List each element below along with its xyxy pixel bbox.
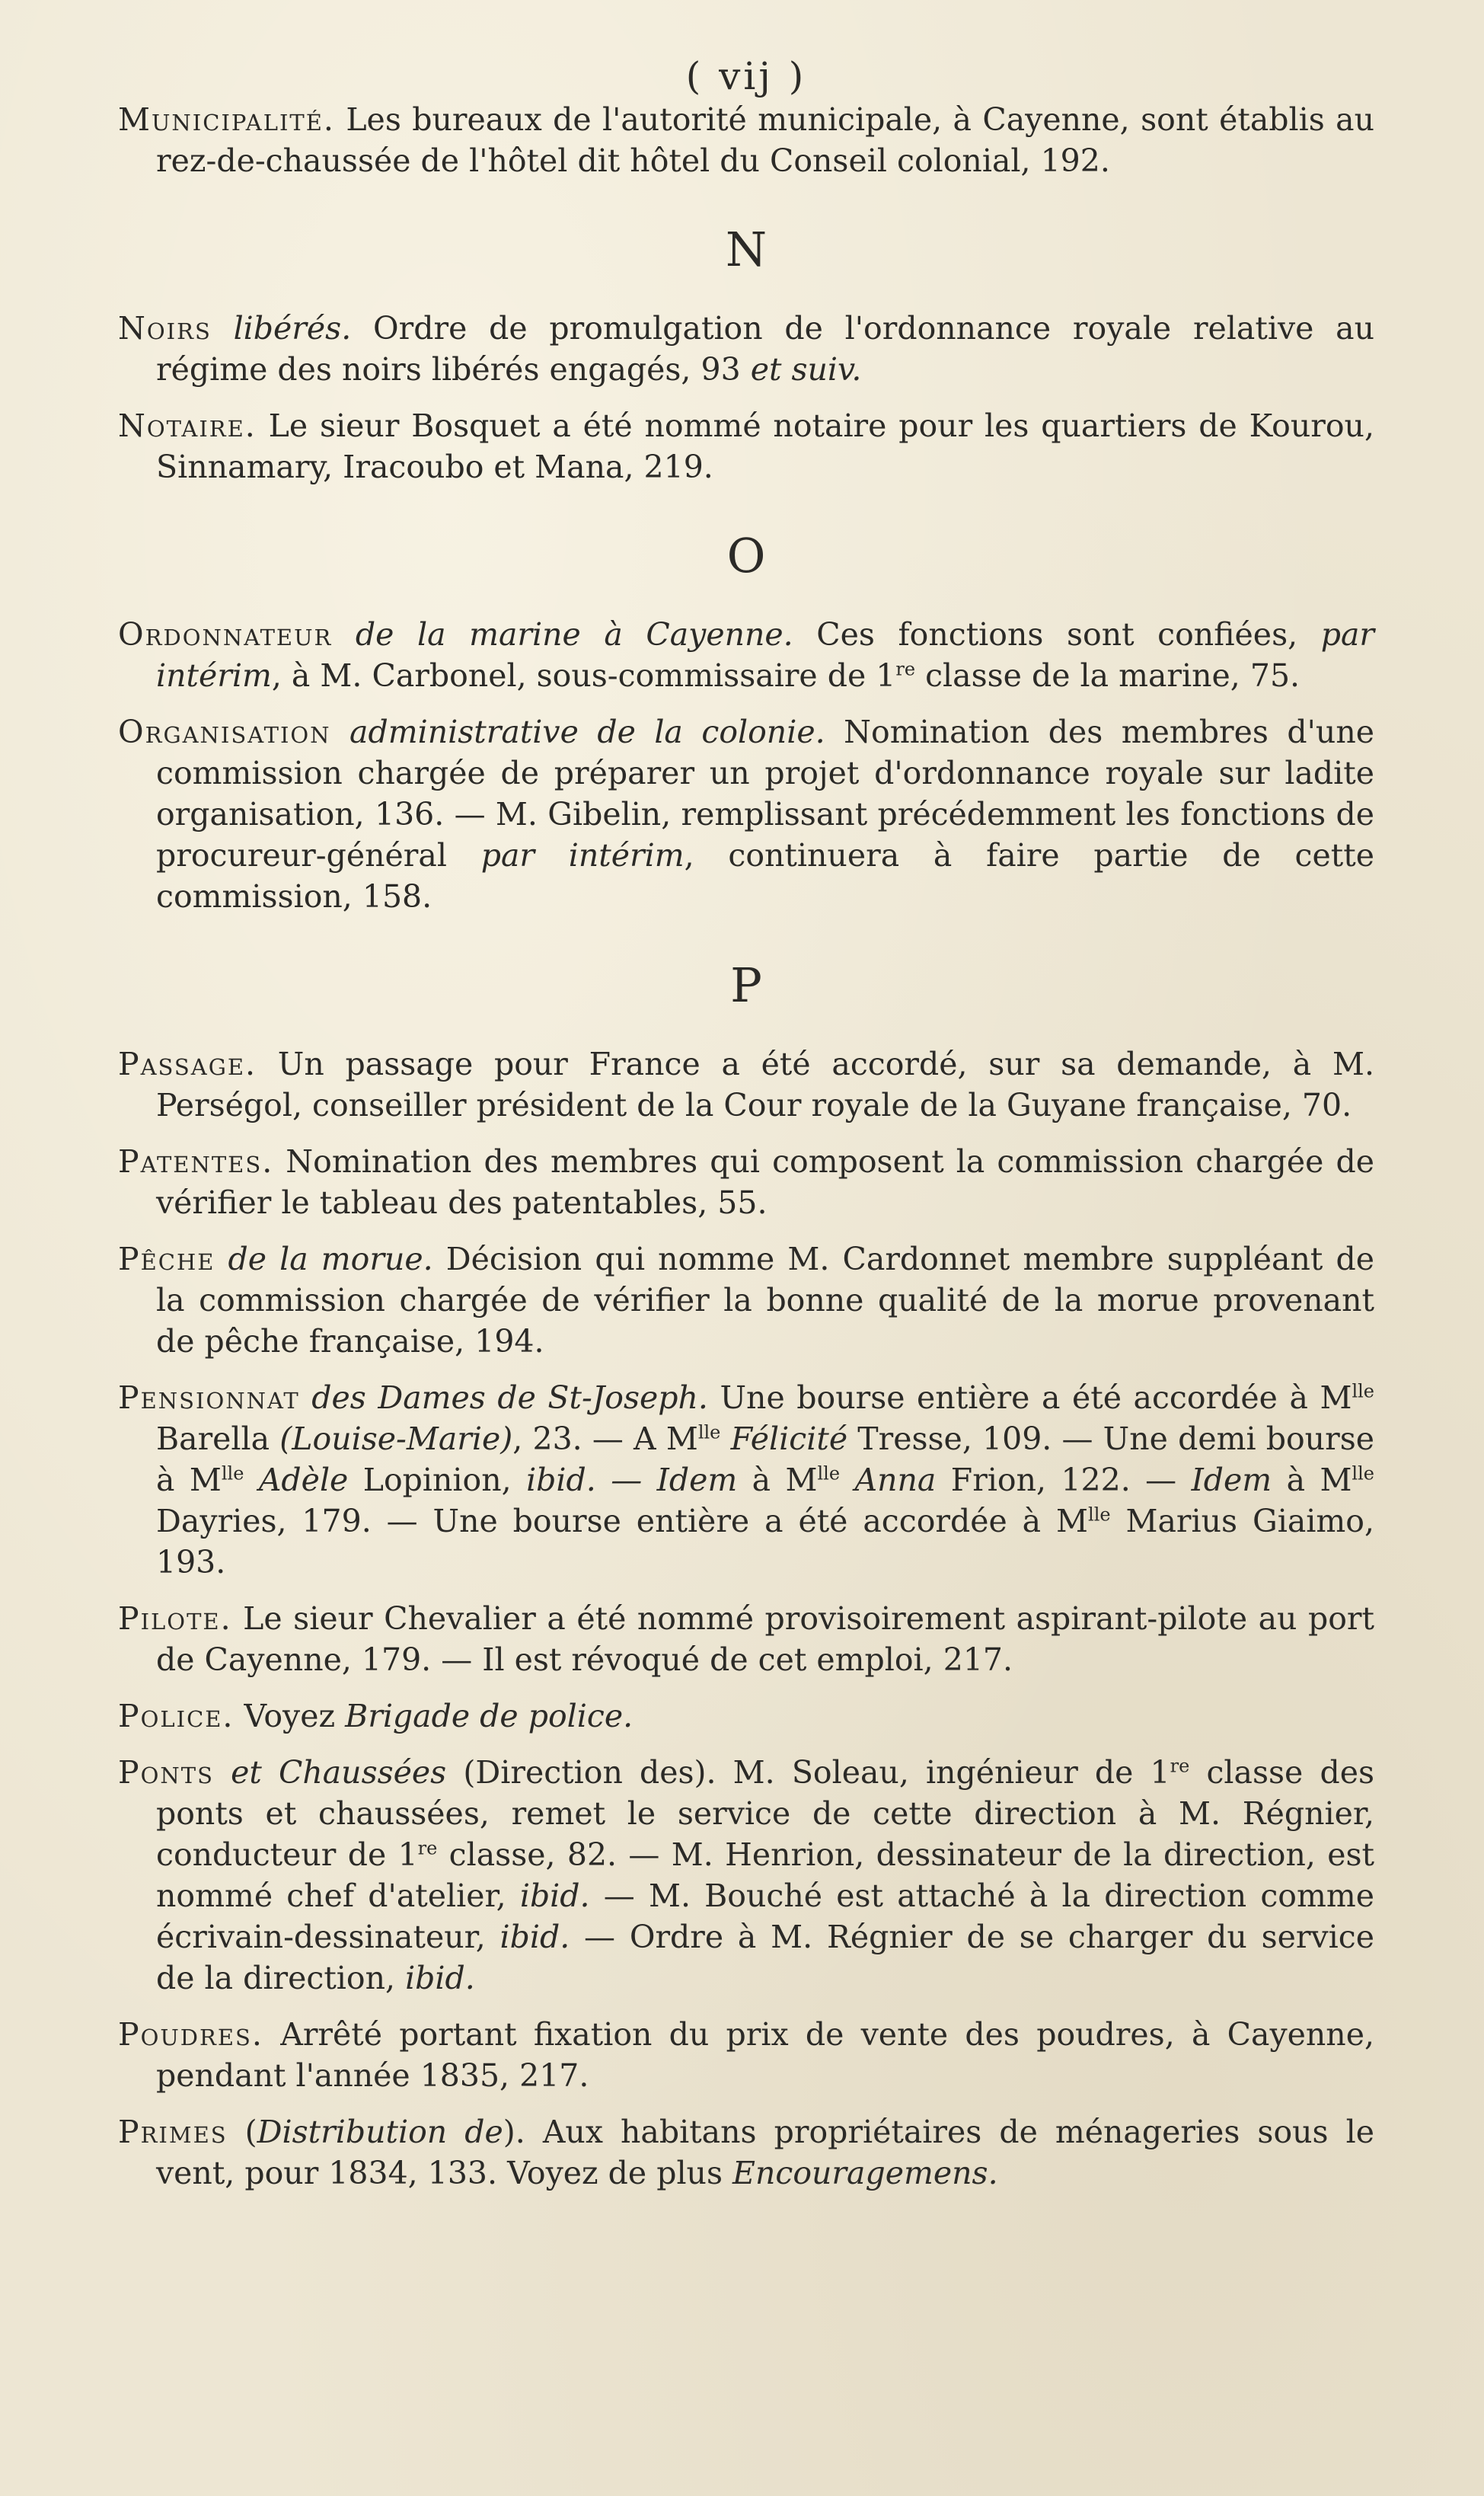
- entry-italic: libérés.: [211, 310, 352, 347]
- entry-text: Frion, 122. —: [936, 1462, 1192, 1498]
- entry-head: Passage.: [118, 1046, 257, 1082]
- entry-poudres: [118, 2014, 1374, 2096]
- entry-text: ). Aux habitans propriétaires de ménageries sous le vent, pour 1834, 133. Voyez de plus: [156, 2114, 1375, 2191]
- entry-text: Lopinion,: [348, 1462, 527, 1498]
- entry-text: Le sieur Bosquet a été nommé notaire pour les quartiers de Kourou, Sinnamary, Iracoubo et Mana, 219.: [156, 407, 1374, 485]
- entry-italic: Anna: [854, 1462, 937, 1498]
- entry-text: — M. Bouché est attaché à la direction comme écrivain-dessinateur,: [156, 1878, 1374, 1955]
- entry-pensionnat: [118, 1377, 1374, 1583]
- entry-ordonnateur: [118, 614, 1374, 696]
- entry-head: Primes: [118, 2114, 228, 2150]
- superscript: re: [417, 1837, 438, 1859]
- superscript: lle: [221, 1462, 244, 1484]
- entry-italic: de la morue.: [215, 1241, 433, 1277]
- entry-text: [720, 1421, 730, 1457]
- entry-text: Une bourse entière a été accordée à M: [707, 1379, 1352, 1416]
- entry-text: à M: [737, 1462, 818, 1498]
- entry-italic: ibid.: [499, 1919, 570, 1955]
- entry-italic: Idem: [1191, 1462, 1272, 1498]
- entry-text: , 23. — A M: [512, 1421, 698, 1457]
- entry-peche: [118, 1238, 1374, 1362]
- entry-head: Noirs: [118, 310, 212, 347]
- entry-text: Dayries, 179. — Une bourse entière a été accordée à M: [156, 1503, 1089, 1539]
- entry-police: [118, 1695, 1374, 1737]
- entry-text: Marius Giaimo, 193.: [156, 1503, 1374, 1580]
- entry-head: Police.: [118, 1698, 235, 1734]
- page-content: [118, 53, 1374, 2209]
- section-letter-n: N: [725, 222, 768, 277]
- entry-text: Les bureaux de l'autorité municipale, à Cayenne, sont établis au rez-de-chaussée de l'hôtel dit hôtel du Conseil colonial, 192.: [156, 101, 1374, 179]
- entry-passage: [118, 1043, 1374, 1126]
- entry-italic: ibid. — Idem: [526, 1462, 738, 1498]
- entry-italic: Adèle: [258, 1462, 349, 1498]
- entry-text: — Ordre à M. Régnier de se charger du service de la direction,: [156, 1919, 1374, 1996]
- entry-text: classe de la marine, 75.: [915, 657, 1300, 694]
- entry-italic: Brigade de police.: [345, 1698, 633, 1734]
- entry-head: Pensionnat: [118, 1379, 300, 1416]
- entry-head: Ponts: [118, 1754, 214, 1791]
- entry-italic: des Dames de St-Joseph.: [299, 1379, 708, 1416]
- entry-text: Tresse, 109. — Une demi bourse à M: [156, 1421, 1374, 1498]
- entry-text: (Direction des). M. Soleau, ingénieur de 1: [446, 1754, 1170, 1791]
- entry-text: [840, 1462, 854, 1498]
- entry-notaire: [118, 405, 1374, 487]
- entry-text: classe, 82. — M. Henrion, dessinateur de la direction, est nommé chef d'atelier,: [156, 1836, 1374, 1914]
- entry-text: Le sieur Chevalier a été nommé provisoirement aspirant-pilote au port de Cayenne, 179. — Il est révoqué de cet emploi, 217.: [156, 1600, 1374, 1678]
- superscript: lle: [1088, 1504, 1111, 1526]
- entry-italic: Distribution de: [257, 2114, 503, 2150]
- entry-italic: par intérim: [156, 616, 1374, 694]
- entry-italic: Encouragemens.: [732, 2155, 998, 2191]
- entry-italic: administrative de la colonie.: [330, 714, 825, 750]
- entry-ponts: [118, 1752, 1374, 1999]
- entry-text: Nomination des membres d'une commission chargée de préparer un projet d'ordonnance royale sur ladite organisation, 136. — M. Gibelin, remplissant précédemment les fonctions de procureur-général: [156, 714, 1374, 874]
- entry-text: , continuera à faire partie de cette commission, 158.: [156, 837, 1374, 915]
- entry-primes: [118, 2111, 1374, 2194]
- entry-municipalite: [118, 99, 1374, 181]
- entry-head: Pilote.: [118, 1600, 232, 1637]
- entry-head: Organisation: [118, 714, 331, 750]
- page-number: ( vij ): [685, 54, 807, 98]
- entry-pilote: [118, 1598, 1374, 1680]
- entry-italic: Félicité: [730, 1421, 848, 1457]
- entry-italic: ibid.: [519, 1878, 590, 1914]
- entry-text: Voyez: [234, 1698, 346, 1734]
- entry-head: Municipalité.: [118, 101, 335, 138]
- entry-text: [244, 1462, 258, 1498]
- entry-head: Pêche: [118, 1241, 215, 1277]
- superscript: lle: [1352, 1462, 1374, 1484]
- entry-patentes: [118, 1141, 1374, 1223]
- entry-text: classe des ponts et chaussées, remet le service de cette direction à M. Régnier, conducteur de 1: [156, 1754, 1374, 1873]
- entry-italic: (Louise-Marie): [279, 1421, 513, 1457]
- entry-italic: et Chaussées: [213, 1754, 447, 1791]
- entry-italic: de la marine à Cayenne.: [332, 616, 793, 653]
- superscript: lle: [1352, 1380, 1375, 1402]
- entry-head: Patentes.: [118, 1143, 274, 1180]
- entry-italic: ibid.: [405, 1960, 475, 1996]
- entry-text: Décision qui nomme M. Cardonnet membre suppléant de la commission chargée de vérifier la bonne qualité de la morue provenant de pêche française, 194.: [156, 1241, 1374, 1360]
- entry-text: à M: [1272, 1462, 1352, 1498]
- entry-text: Barella: [156, 1421, 280, 1457]
- section-letter-o: O: [726, 528, 766, 583]
- entry-text: Un passage pour France a été accordé, sur sa demande, à M. Perségol, conseiller président de la Cour royale de la Guyane française, 70.: [156, 1046, 1374, 1123]
- superscript: re: [895, 658, 916, 680]
- entry-text: Nomination des membres qui composent la commission chargée de vérifier le tableau des patentables, 55.: [156, 1143, 1374, 1221]
- entry-head: Ordonnateur: [118, 616, 333, 653]
- entry-italic: par intérim: [480, 837, 685, 874]
- entry-text: (: [227, 2114, 257, 2150]
- superscript: re: [1170, 1755, 1190, 1777]
- entry-text: , à M. Carbonel, sous-commissaire de 1: [271, 657, 896, 694]
- entry-organisation: [118, 711, 1374, 917]
- entry-text: Ces fonctions sont confiées,: [793, 616, 1321, 653]
- entry-text: Arrêté portant fixation du prix de vente des poudres, à Cayenne, pendant l'année 1835, 217.: [156, 2016, 1374, 2094]
- entry-head: Poudres.: [118, 2016, 263, 2053]
- superscript: lle: [817, 1462, 841, 1484]
- entry-text: Ordre de promulgation de l'ordonnance royale relative au régime des noirs libérés engagés, 93: [156, 310, 1374, 388]
- entry-noirs: [118, 308, 1374, 390]
- entry-italic-tail: et suiv.: [750, 351, 862, 388]
- superscript: lle: [697, 1421, 721, 1443]
- section-letter-p: P: [730, 957, 762, 1013]
- entry-head: Notaire.: [118, 407, 257, 444]
